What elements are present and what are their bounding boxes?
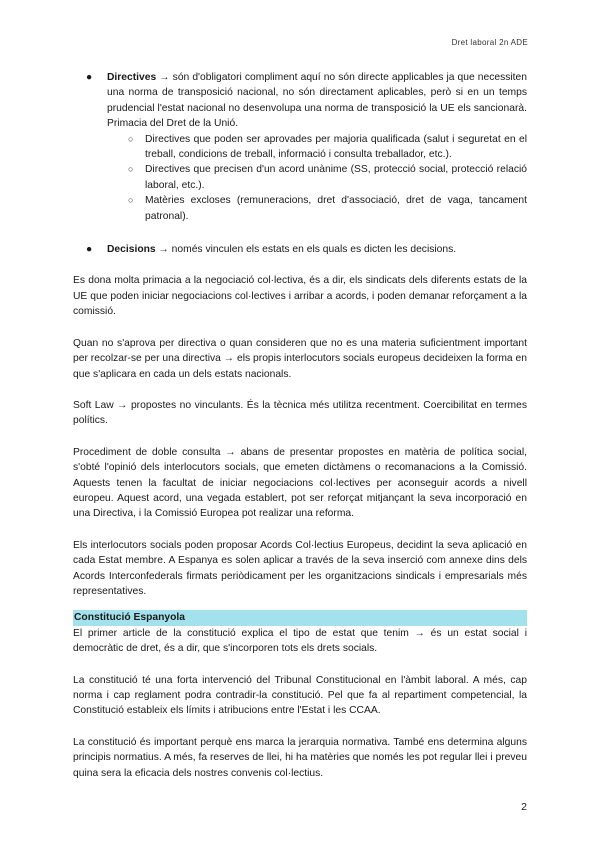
paragraph: La constitució és important perquè ens marca la jerarquia normativa. També ens determina alguns principis normatius. A més, fa reserves de llei, hi ha matèries que només les pot regular llei i preveu quina sera la eficacia dels nostres convenis col·lectius.: [73, 736, 527, 779]
sub-bullet-text: Matèries excloses (remuneracions, dret d'associació, dret de vaga, tancament patronal).: [145, 195, 527, 222]
sub-bullet: [73, 162, 527, 193]
paragraph: El primer article de la constitució explica el tipo de estat que tenim → és un estat social i democràtic de dret, és a dir, que s'incorporen tots els drets socials.: [73, 627, 527, 655]
circle-bullet-icon: ○: [128, 133, 134, 144]
paragraph: La constitució té una forta intervenció del Tribunal Constitucional en l'àmbit laboral. A més, cap norma i cap reglament podra contradir-la constitució. Pel que fa al repartiment competencial, la Constitució estableix els límits i atribucions entre l'Estat i les CCAA.: [73, 674, 527, 717]
bullet-text: → són d'obligatori compliment aquí no són directe applicables ja que necessiten una norma de transposició nacional, no són directament aplicables, però si en un temps prudencial l'estat nacional no desenvolupa una norma de transposició la UE els sancionarà. Primacia del Dret de la Unió.: [107, 72, 527, 130]
bullet-dot: ●: [86, 72, 93, 83]
page-number: 2: [521, 801, 527, 813]
section-heading: Constitució Espanyola: [73, 610, 527, 625]
page-content: [73, 70, 527, 781]
sub-bullet-text: Directives que precisen d'un acord unànime (SS, protecció social, protecció relació laboral, etc.).: [145, 164, 527, 191]
bullet-text: → només vinculen els estats en els quals es dicten les decisions.: [155, 244, 457, 256]
bullet-term: Directives: [107, 72, 157, 83]
paragraph: Quan no s'aprova per directiva o quan consideren que no es una materia suficientment important per recolzar-se per una directiva → els propis interlocutors socials europeus decideixen la forma en que s'aplicara en cada un dels estats nacionals.: [73, 337, 527, 380]
sub-bullet-text: Directives que poden ser aprovades per majoria qualificada (salut i seguretat en el treball, condicions de treball, informació i consulta treballador, etc.).: [145, 133, 527, 161]
bullet-decisions: [73, 242, 527, 257]
running-header: Dret laboral 2n ADE: [451, 38, 528, 47]
circle-bullet-icon: ○: [128, 164, 134, 175]
paragraph: Soft Law → propostes no vinculants. És la tècnica més utilitza recentment. Coercibilitat en termes polítics.: [73, 399, 527, 427]
bullet-dot: ●: [86, 244, 93, 256]
circle-bullet-icon: ○: [128, 195, 134, 206]
sub-bullet: [73, 193, 527, 224]
sub-bullet: [73, 132, 527, 163]
paragraph: Els interlocutors socials poden proposar Acords Col·lectius Europeus, decidint la seva aplicació en cada Estat membre. A Espanya es solen aplicar a través de la seva inserció com annexe dins dels Acords Interconfederals firmats periòdicament per les organitzacions sindicals i empresarials més representatives.: [73, 539, 527, 597]
paragraph: Es dona molta primacia a la negociació col·lectiva, és a dir, els sindicats dels diferents estats de la UE que poden iniciar negociacions col·lectives i arribar a acords, i poden demanar reforçament a la comissió.: [73, 275, 527, 318]
bullet-term: Decisions: [107, 244, 156, 256]
bullet-directives: [73, 70, 527, 132]
paragraph: Procediment de doble consulta → abans de presentar propostes en matèria de política social, s'obté l'opinió dels interlocutors socials, que emeten dictàmens o recomanacions a la Comissió. Aquests tenen la facultat de iniciar negociacions col·lectives per aconseguir acords a nivell europeu. Aquest acord, una vegada establert, pot ser reforçat mitjançant la seva incorporació en una Directiva, i la Comissió Europea pot realizar una reforma.: [73, 446, 527, 520]
